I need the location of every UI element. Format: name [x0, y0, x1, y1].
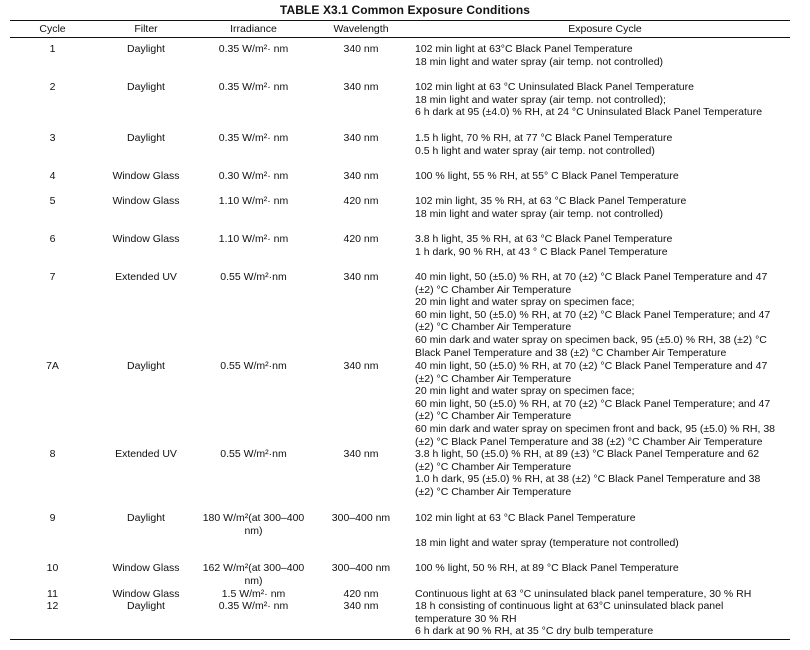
- cell-wavelength: 420 nm: [343, 588, 379, 600]
- cell-exposure-cycle: [415, 132, 795, 157]
- exposure-line: temperature 30 % RH: [415, 612, 517, 625]
- header-filter: Filter: [134, 23, 158, 35]
- cell-filter: Window Glass: [112, 588, 180, 600]
- cell-irradiance: 0.55 W/m²·nm: [220, 271, 287, 283]
- exposure-line: 20 min light and water spray on specimen face;: [415, 296, 635, 309]
- exposure-line: 40 min light, 50 (±5.0) % RH, at 70 (±2) °C Black Panel Temperature and 47: [415, 271, 768, 283]
- header-irradiance: Irradiance: [230, 23, 277, 35]
- cell-wavelength: 340 nm: [343, 170, 379, 182]
- cell-cycle: 7A: [46, 360, 59, 372]
- cell-irradiance: 1.10 W/m²· nm: [218, 233, 289, 245]
- exposure-line: (±2) °C Chamber Air Temperature: [415, 372, 572, 385]
- exposure-line: 6 h dark at 95 (±4.0) % RH, at 24 °C Uninsulated Black Panel Temperature: [415, 106, 763, 119]
- exposure-line: (±2) °C Chamber Air Temperature: [415, 460, 572, 473]
- cell-irradiance: 0.55 W/m²·nm: [220, 360, 287, 372]
- exposure-line: 102 min light at 63 °C Black Panel Temperature: [415, 512, 636, 524]
- cell-irradiance: 0.35 W/m²· nm: [218, 81, 289, 93]
- exposure-line: 60 min dark and water spray on specimen back, 95 (±5.0) % RH, 38 (±2) °C: [415, 333, 767, 346]
- exposure-line: 18 min light and water spray (temperature not controlled): [415, 537, 679, 550]
- cell-filter: Extended UV: [115, 448, 177, 460]
- cell-exposure-cycle: [415, 448, 795, 498]
- exposure-line: 1.5 h light, 70 % RH, at 77 °C Black Panel Temperature: [415, 132, 673, 144]
- cell-exposure-cycle: [415, 43, 795, 68]
- cell-exposure-cycle: [415, 588, 795, 601]
- exposure-line: 3.8 h light, 50 (±5.0) % RH, at 89 (±3) °C Black Panel Temperature and 62: [415, 448, 760, 460]
- cell-irradiance: 1.10 W/m²· nm: [218, 195, 289, 207]
- header-wavelength: Wavelength: [333, 23, 389, 35]
- cell-cycle: 4: [49, 170, 56, 182]
- cell-filter: Window Glass: [112, 233, 180, 245]
- cell-irradiance: 0.35 W/m²· nm: [218, 600, 289, 612]
- table-top-rule: [10, 20, 790, 21]
- cell-wavelength: 340 nm: [343, 600, 379, 612]
- exposure-line: 18 min light and water spray (air temp. not controlled): [415, 55, 664, 68]
- cell-wavelength: 420 nm: [343, 233, 379, 245]
- cell-cycle: 8: [49, 448, 56, 460]
- cell-exposure-cycle: [415, 170, 795, 183]
- cell-irradiance: 162 W/m²(at 300–400 nm): [202, 562, 305, 587]
- exposure-line: (±2) °C Chamber Air Temperature: [415, 485, 572, 498]
- table-title: TABLE X3.1 Common Exposure Conditions: [279, 3, 531, 17]
- header-exposure-cycle: Exposure Cycle: [568, 23, 642, 35]
- cell-irradiance: 0.35 W/m²· nm: [218, 132, 289, 144]
- exposure-line: Black Panel Temperature and 38 (±2) °C Chamber Air Temperature: [415, 346, 727, 359]
- cell-cycle: 10: [46, 562, 59, 574]
- cell-cycle: 12: [46, 600, 59, 612]
- cell-irradiance: 0.35 W/m²· nm: [218, 43, 289, 55]
- exposure-line: 3.8 h light, 35 % RH, at 63 °C Black Panel Temperature: [415, 233, 673, 245]
- cell-filter: Daylight: [127, 600, 165, 612]
- cell-filter: Daylight: [127, 81, 165, 93]
- cell-filter: Daylight: [127, 512, 165, 524]
- cell-wavelength: 420 nm: [343, 195, 379, 207]
- cell-cycle: 9: [49, 512, 56, 524]
- exposure-line: 102 min light at 63°C Black Panel Temperature: [415, 43, 633, 55]
- exposure-line: [415, 525, 795, 538]
- cell-cycle: 6: [49, 233, 56, 245]
- cell-wavelength: 340 nm: [343, 43, 379, 55]
- exposure-line: 18 min light and water spray (air temp. not controlled);: [415, 93, 666, 106]
- exposure-line: 18 min light and water spray (air temp. not controlled): [415, 207, 664, 220]
- exposure-line: (±2) °C Chamber Air Temperature: [415, 283, 572, 296]
- cell-exposure-cycle: [415, 600, 795, 638]
- cell-wavelength: 340 nm: [343, 81, 379, 93]
- table-bottom-rule: [10, 639, 790, 640]
- exposure-line: 18 h consisting of continuous light at 63°C uninsulated black panel: [415, 600, 724, 612]
- cell-irradiance: 1.5 W/m²· nm: [221, 588, 286, 600]
- exposure-line: 6 h dark at 90 % RH, at 35 °C dry bulb temperature: [415, 625, 654, 638]
- exposure-line: 100 % light, 55 % RH, at 55° C Black Panel Temperature: [415, 170, 679, 182]
- exposure-line: 1.0 h dark, 95 (±5.0) % RH, at 38 (±2) °C Black Panel Temperature and 38: [415, 473, 761, 486]
- exposure-line: 60 min dark and water spray on specimen front and back, 95 (±5.0) % RH, 38: [415, 422, 776, 435]
- cell-filter: Window Glass: [112, 195, 180, 207]
- cell-cycle: 7: [49, 271, 56, 283]
- exposure-line: 102 min light at 63 °C Uninsulated Black Panel Temperature: [415, 81, 694, 93]
- cell-irradiance: 0.30 W/m²· nm: [218, 170, 289, 182]
- cell-filter: Window Glass: [112, 562, 180, 574]
- cell-filter: Daylight: [127, 360, 165, 372]
- exposure-line: 0.5 h light and water spray (air temp. not controlled): [415, 144, 655, 157]
- cell-cycle: 1: [49, 43, 56, 55]
- cell-exposure-cycle: [415, 271, 795, 359]
- cell-exposure-cycle: [415, 81, 795, 119]
- cell-wavelength: 300–400 nm: [331, 512, 391, 524]
- exposure-line: 20 min light and water spray on specimen face;: [415, 385, 635, 398]
- cell-exposure-cycle: [415, 512, 795, 550]
- cell-cycle: 11: [47, 588, 58, 600]
- header-cycle: Cycle: [39, 23, 66, 35]
- cell-cycle: 3: [49, 132, 56, 144]
- exposure-line: (±2) °C Chamber Air Temperature: [415, 321, 572, 334]
- exposure-line: Continuous light at 63 °C uninsulated black panel temperature, 30 % RH: [415, 588, 752, 600]
- exposure-line: 60 min light, 50 (±5.0) % RH, at 70 (±2) °C Black Panel Temperature; and 47: [415, 397, 771, 410]
- cell-filter: Daylight: [127, 43, 165, 55]
- cell-exposure-cycle: [415, 233, 795, 258]
- cell-filter: Extended UV: [115, 271, 177, 283]
- exposure-line: (±2) °C Chamber Air Temperature: [415, 410, 572, 423]
- cell-cycle: 2: [49, 81, 56, 93]
- cell-irradiance: 180 W/m²(at 300–400 nm): [202, 512, 305, 537]
- cell-wavelength: 340 nm: [343, 448, 379, 460]
- cell-exposure-cycle: [415, 360, 795, 448]
- exposure-line: 60 min light, 50 (±5.0) % RH, at 70 (±2) °C Black Panel Temperature; and 47: [415, 308, 771, 321]
- cell-filter: Daylight: [127, 132, 165, 144]
- cell-exposure-cycle: [415, 195, 795, 220]
- cell-irradiance: 0.55 W/m²·nm: [220, 448, 287, 460]
- cell-filter: Window Glass: [112, 170, 180, 182]
- cell-cycle: 5: [49, 195, 56, 207]
- cell-wavelength: 340 nm: [343, 360, 379, 372]
- cell-exposure-cycle: [415, 562, 795, 575]
- cell-wavelength: 340 nm: [343, 271, 379, 283]
- table-header-rule: [10, 37, 790, 38]
- exposure-line: 40 min light, 50 (±5.0) % RH, at 70 (±2) °C Black Panel Temperature and 47: [415, 360, 768, 372]
- cell-wavelength: 340 nm: [343, 132, 379, 144]
- cell-wavelength: 300–400 nm: [331, 562, 391, 574]
- exposure-line: 102 min light, 35 % RH, at 63 °C Black Panel Temperature: [415, 195, 687, 207]
- exposure-line: 1 h dark, 90 % RH, at 43 ° C Black Panel Temperature: [415, 245, 668, 258]
- exposure-line: (±2) °C Black Panel Temperature and 38 (±2) °C Chamber Air Temperature: [415, 435, 763, 448]
- exposure-line: 100 % light, 50 % RH, at 89 °C Black Panel Temperature: [415, 562, 679, 574]
